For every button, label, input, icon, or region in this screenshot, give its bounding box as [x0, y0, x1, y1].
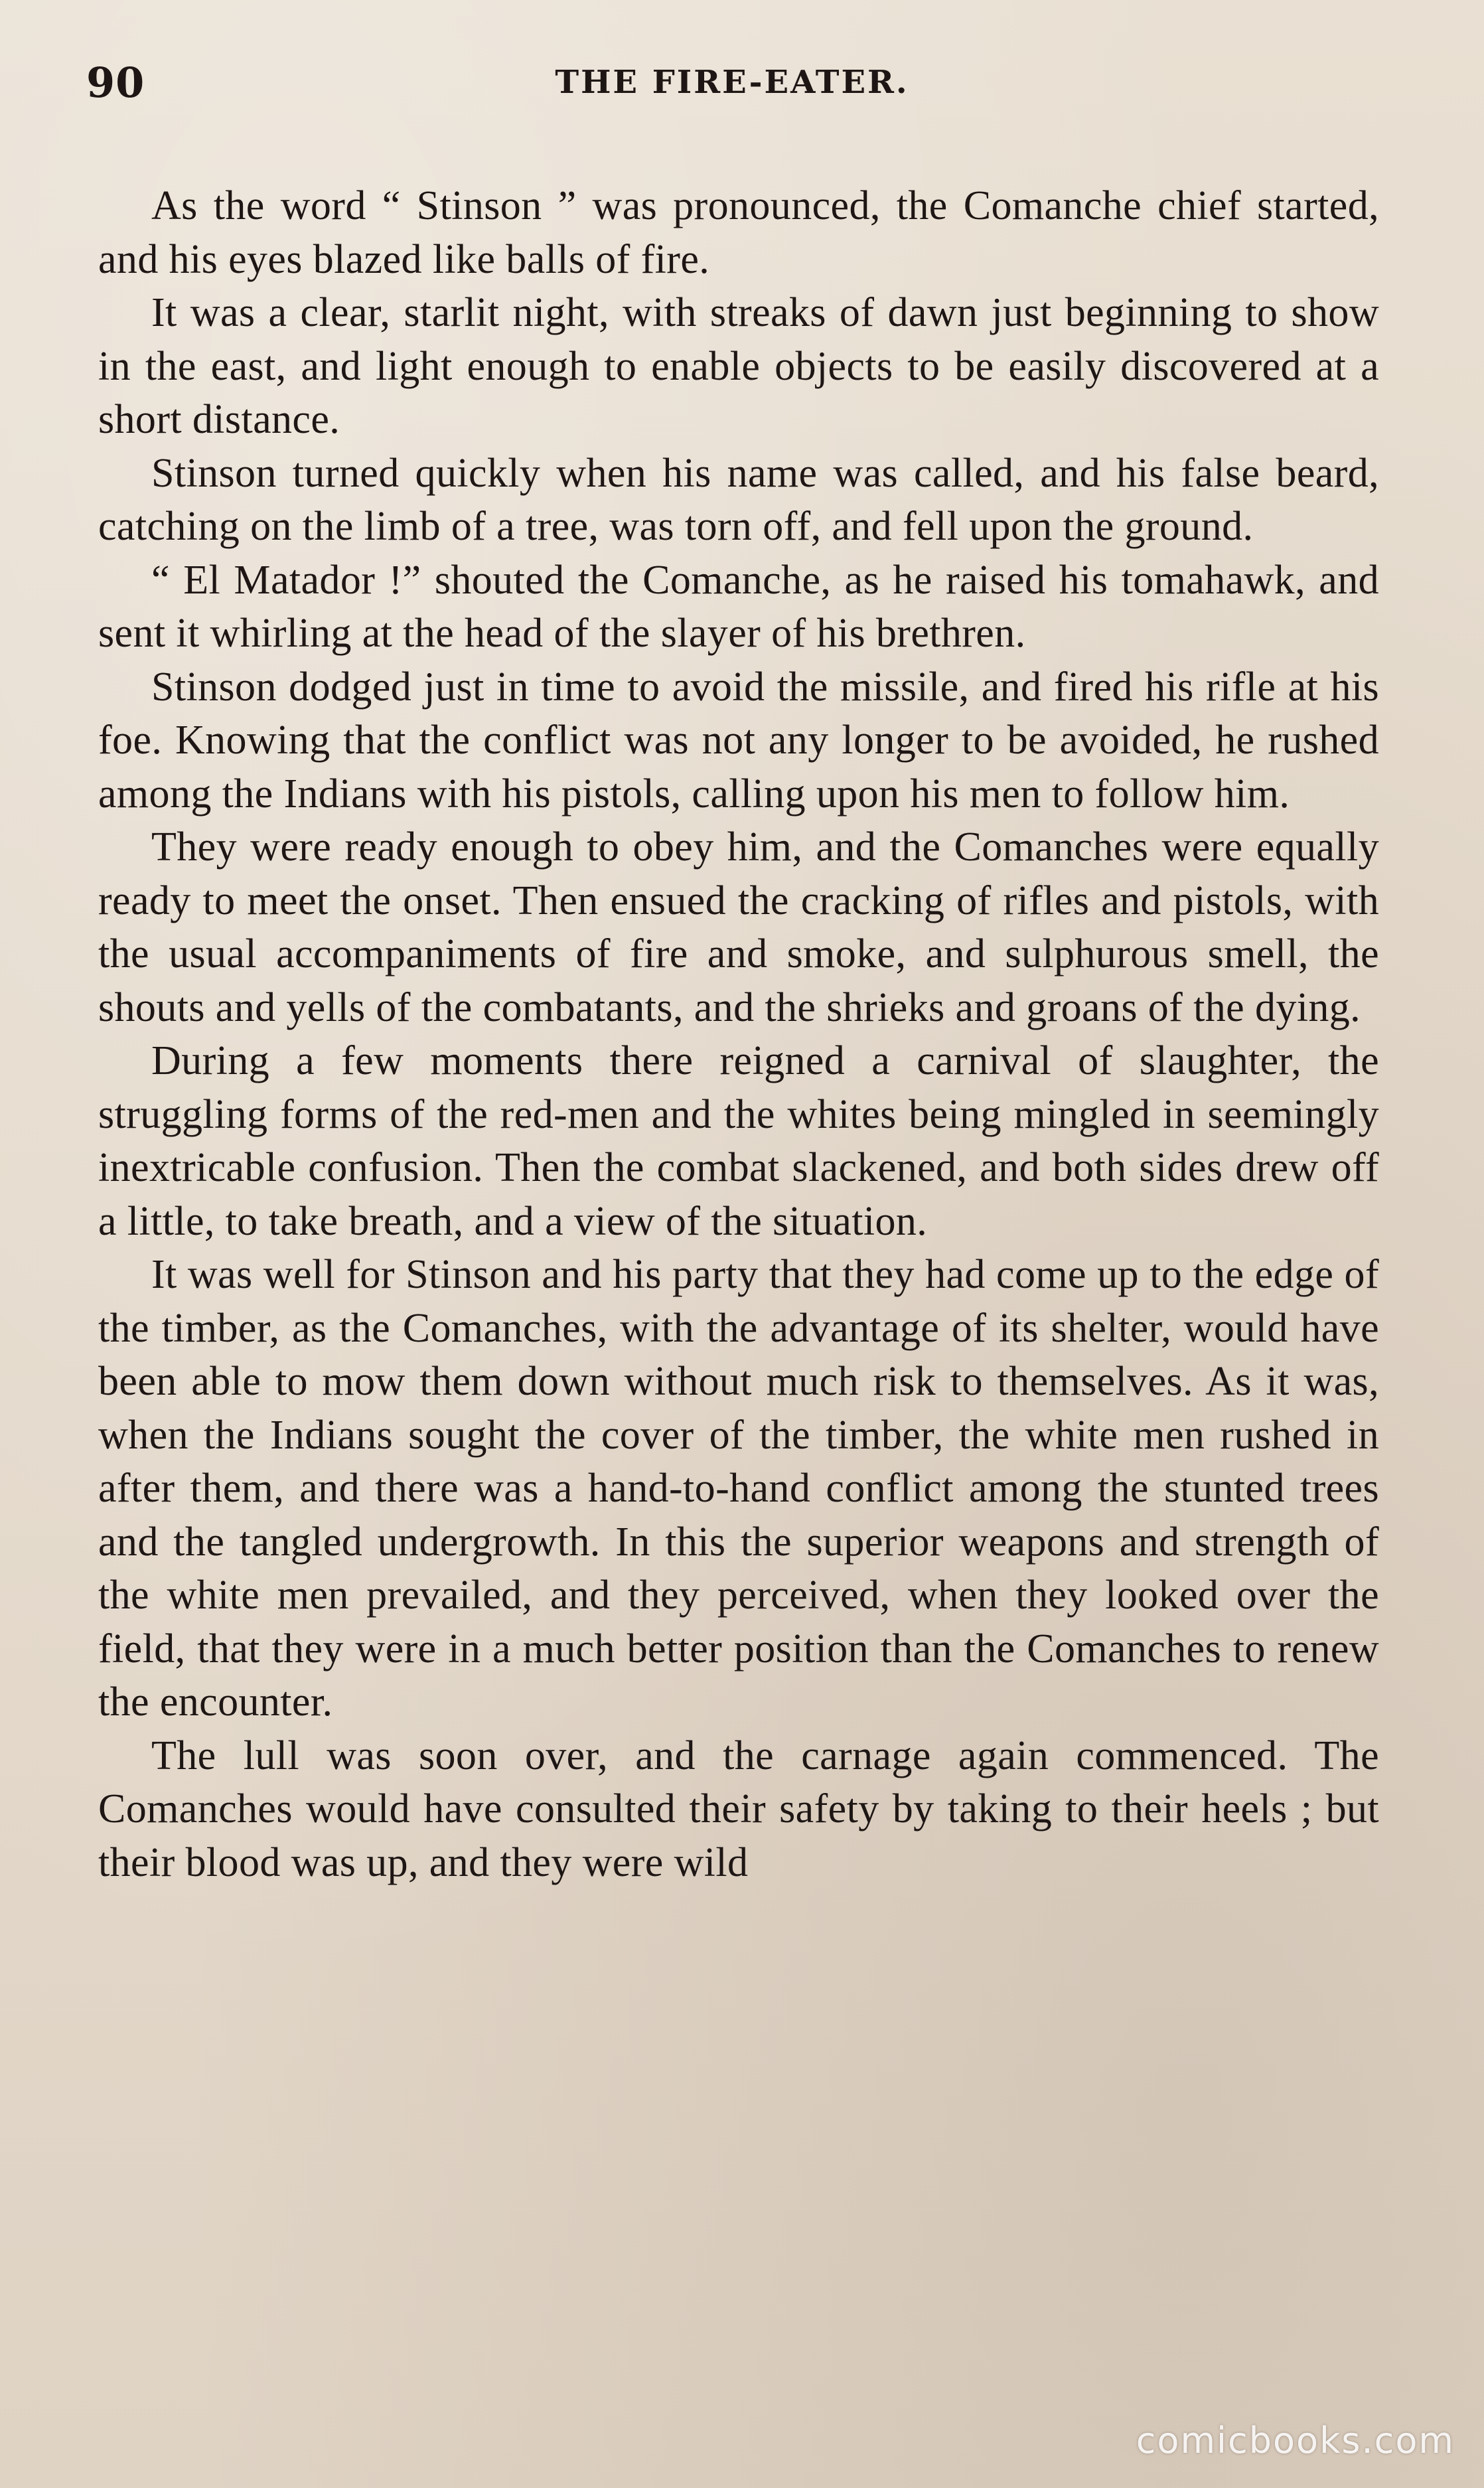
paragraph-7: During a few moments there reigned a carnival of slaughter, the struggling forms of the red-men and the whites being mingled in seemingly inextricable confusion. Then the combat slackened, and both sides drew off a little, to take breath, and a view of the situation.: [98, 1038, 1379, 1244]
paragraph-5: Stinson dodged just in time to avoid the missile, and fired his rifle at his foe. Knowing that the conflict was not any longer to be avoided, he rushed among the Indians with his pistols, calling upon his men to follow him.: [98, 664, 1379, 816]
paragraph-6: They were ready enough to obey him, and the Comanches were equally ready to meet the onset. Then ensued the cracking of rifles and pistols, with the usual accompaniments of fire and smoke, and sulphurous smell, the shouts and yells of the combatants, and the shrieks and groans of the dying.: [98, 824, 1379, 1030]
watermark: comicbooks.com: [1136, 2420, 1455, 2461]
paragraph-4: “ El Matador !” shouted the Comanche, as he raised his tomahawk, and sent it whirling at the head of the slayer of his brethren.: [98, 557, 1379, 656]
page-header: [86, 58, 1378, 118]
paragraph-3: Stinson turned quickly when his name was called, and his false beard, catching on the limb of a tree, was torn off, and fell upon the ground.: [98, 450, 1379, 549]
paragraph-9: The lull was soon over, and the carnage again commenced. The Comanches would have consulted their safety by taking to their heels ; but their blood was up, and they were wild: [98, 1733, 1379, 1885]
running-title: THE FIRE-EATER.: [555, 64, 909, 101]
page-number: 90: [86, 58, 145, 107]
paragraph-2: It was a clear, starlit night, with streaks of dawn just beginning to show in the east, and light enough to enable objects to be easily discovered at a short distance.: [98, 290, 1379, 442]
body-text: [98, 179, 1379, 1889]
paragraph-8: It was well for Stinson and his party that they had come up to the edge of the timber, as the Comanches, with the advantage of its shelter, would have been able to mow them down without much risk to themselves. As it was, when the Indians sought the cover of the timber, the white men rushed in after them, and there was a hand-to-hand conflict among the stunted trees and the tangled undergrowth. In this the superior weapons and strength of the white men prevailed, and they perceived, when they looked over the field, that they were in a much better position than the Comanches to renew the encounter.: [98, 1252, 1379, 1725]
paragraph-1: As the word “ Stinson ” was pronounced, the Comanche chief started, and his eyes blazed like balls of fire.: [98, 183, 1379, 282]
